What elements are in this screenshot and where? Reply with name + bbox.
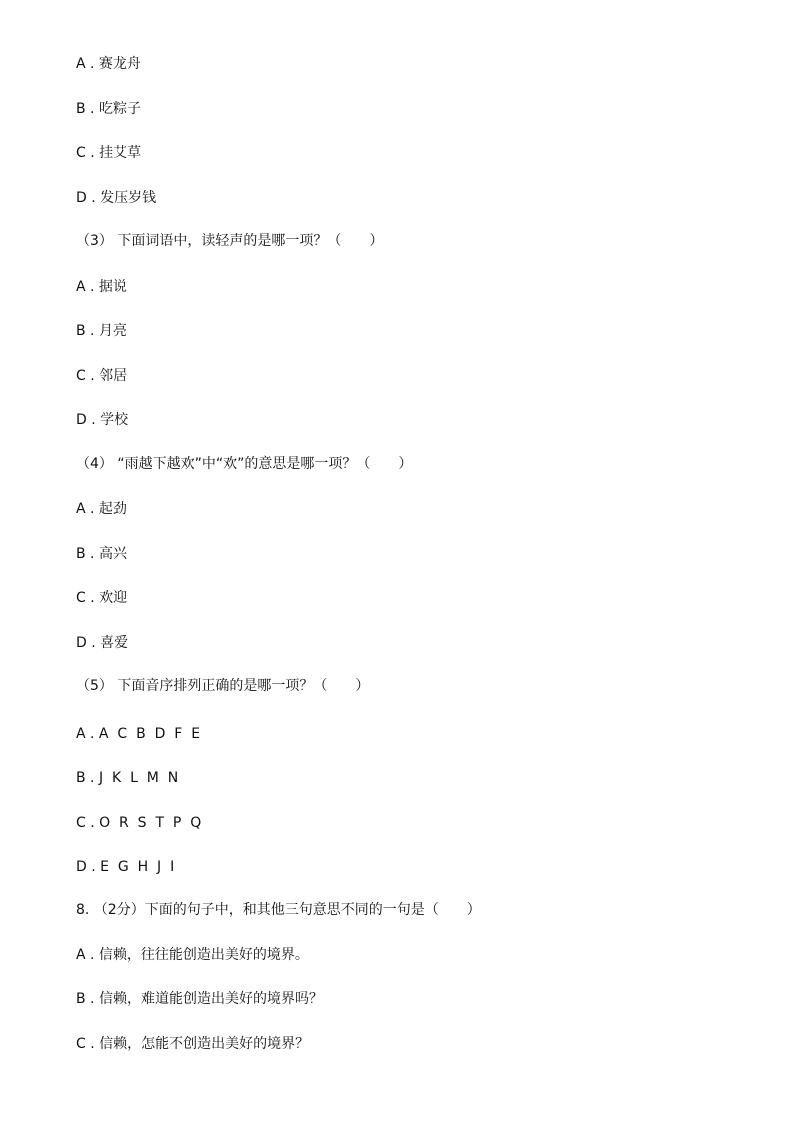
option-line: A . 赛龙舟 <box>76 56 141 72</box>
option-line: A . 信赖，往往能创造出美好的境界。 <box>76 947 309 963</box>
option-line: C . 挂艾草 <box>76 145 142 161</box>
option-line: A . 据说 <box>76 279 127 295</box>
option-line: D . 喜爱 <box>76 635 129 651</box>
option-line: A . A C B D F E <box>76 726 201 742</box>
option-line: B . 月亮 <box>76 323 127 339</box>
option-line: B . J K L M N <box>76 770 179 786</box>
option-line: C . 信赖，怎能不创造出美好的境界？ <box>76 1036 310 1052</box>
option-line: B . 吃粽子 <box>76 101 141 117</box>
option-line: D . 发压岁钱 <box>76 190 157 206</box>
option-line: C . 欢迎 <box>76 590 128 606</box>
option-line: D . 学校 <box>76 412 129 428</box>
option-line: C . O R S T P Q <box>76 815 202 831</box>
option-line: B . 信赖，难道能创造出美好的境界吗？ <box>76 991 323 1007</box>
question-line: 8. （2分）下面的句子中，和其他三句意思不同的一句是（ ） <box>76 902 481 918</box>
question-line: （5） 下面音序排列正确的是哪一项？（ ） <box>76 678 370 694</box>
option-line: B . 高兴 <box>76 546 127 562</box>
option-line: A . 起劲 <box>76 501 127 517</box>
question-line: （4） “雨越下越欢”中“欢”的意思是哪一项？（ ） <box>76 456 413 472</box>
option-line: D . E G H J I <box>76 859 175 875</box>
question-line: （3） 下面词语中，读轻声的是哪一项？（ ） <box>76 233 384 249</box>
option-line: C . 邻居 <box>76 368 128 384</box>
